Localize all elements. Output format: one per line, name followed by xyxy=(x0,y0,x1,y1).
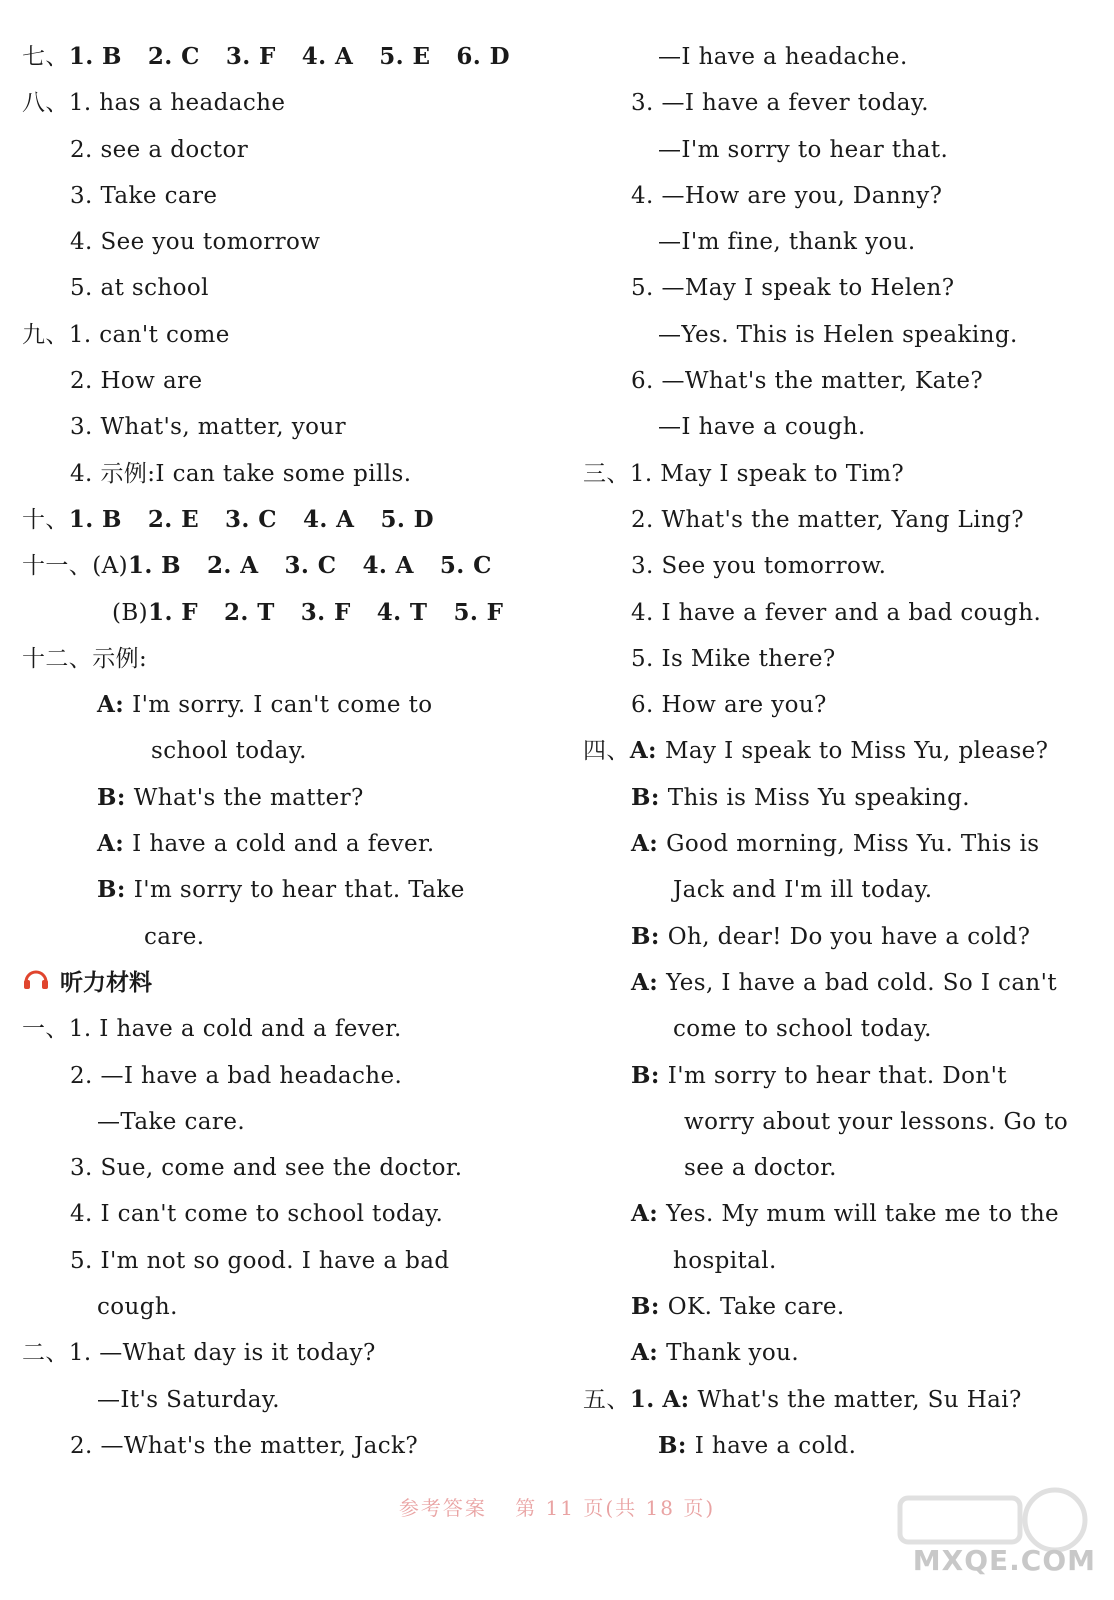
dialogue-line xyxy=(583,960,1083,1006)
l3-line: 6. How are you? xyxy=(631,692,827,719)
speaker-label: B: xyxy=(658,1431,687,1459)
speaker-label: A: xyxy=(631,830,659,858)
dialogue-line xyxy=(583,1145,1083,1191)
q10-row xyxy=(22,497,542,543)
speaker-label: A: xyxy=(631,1200,659,1228)
l2-label: 二、 xyxy=(22,1340,69,1367)
l5-number: 1. xyxy=(629,1385,655,1413)
dialogue-text: Oh, dear! Do you have a cold? xyxy=(667,923,1031,950)
dialogue-line xyxy=(583,1238,1083,1284)
q11-item: 2. T xyxy=(224,598,275,626)
q7-item: 4. A xyxy=(301,43,354,70)
dialogue-line xyxy=(583,1423,1083,1469)
q7-item: 5. E xyxy=(379,43,431,70)
q7-item: 1. B xyxy=(68,43,122,70)
dialogue-text: This is Miss Yu speaking. xyxy=(667,784,970,811)
l1-label: 一、 xyxy=(22,1016,69,1043)
dialogue-text: May I speak to Miss Yu, please? xyxy=(664,738,1049,765)
dialogue-text: What's the matter, Su Hai? xyxy=(697,1386,1022,1413)
headphones-icon xyxy=(22,960,50,1006)
dialogue-text: Thank you. xyxy=(666,1340,800,1367)
q9-item: 2. How are xyxy=(70,368,203,395)
l2-line: —I have a cough. xyxy=(658,414,866,441)
q8-item: 3. Take care xyxy=(70,182,218,209)
dialogue-line xyxy=(583,1006,1083,1052)
l3-line: 4. I have a fever and a bad cough. xyxy=(631,599,1042,626)
q11-item: 4. A xyxy=(362,552,414,580)
dialogue-line xyxy=(583,1053,1083,1099)
q7-item: 3. F xyxy=(225,43,276,70)
q8-item: 1. has a headache xyxy=(68,90,286,117)
q7-item: 6. D xyxy=(456,43,510,70)
l3-line: 3. See you tomorrow. xyxy=(631,553,887,580)
dialogue-text: I'm sorry. I can't come to xyxy=(132,692,433,719)
dialogue-text: Yes. My mum will take me to the xyxy=(666,1201,1060,1228)
dialogue-line xyxy=(22,775,542,821)
q8-item: 5. at school xyxy=(70,275,209,302)
left-column xyxy=(22,34,542,1469)
right-column xyxy=(583,34,1083,1469)
q10-item: 1. B xyxy=(68,505,122,533)
l3-line: 2. What's the matter, Yang Ling? xyxy=(631,506,1025,533)
q11-item: 1. B xyxy=(127,552,182,580)
l3-line: 1. May I speak to Tim? xyxy=(629,460,905,487)
dialogue-text: Good morning, Miss Yu. This is xyxy=(666,831,1040,858)
q11-part-b-label: (B) xyxy=(112,599,149,626)
speaker-label: B: xyxy=(631,1061,660,1089)
l4-label: 四、 xyxy=(583,738,630,765)
l1-line: 2. —I have a bad headache. xyxy=(70,1062,403,1089)
q8-row xyxy=(22,80,542,126)
q7-label: 七、 xyxy=(22,44,69,70)
l4-row xyxy=(583,728,1083,774)
dialogue-line xyxy=(583,775,1083,821)
dialogue-text: I'm sorry to hear that. Don't xyxy=(667,1062,1007,1089)
speaker-label: A: xyxy=(631,968,659,996)
l2-row xyxy=(22,1330,542,1376)
speaker-label: B: xyxy=(631,783,660,811)
speaker-label: B: xyxy=(97,876,126,904)
l2-line: 4. —How are you, Danny? xyxy=(631,182,943,209)
l2-line: 5. —May I speak to Helen? xyxy=(631,275,955,302)
l1-line: 1. I have a cold and a fever. xyxy=(68,1016,402,1043)
l2-line: —I have a headache. xyxy=(658,44,908,70)
dialogue-text: worry about your lessons. Go to xyxy=(684,1108,1069,1135)
l2-line: 3. —I have a fever today. xyxy=(631,90,929,117)
dialogue-line xyxy=(22,914,542,960)
q11-item: 5. C xyxy=(439,552,492,580)
l2-line: 2. —What's the matter, Jack? xyxy=(70,1432,419,1459)
q7-item: 2. C xyxy=(147,43,200,70)
page-number: 第 11 页(共 18 页) xyxy=(515,1496,716,1520)
speaker-label: B: xyxy=(631,1293,660,1321)
l2-line: —I'm sorry to hear that. xyxy=(658,136,949,163)
l1-line: —Take care. xyxy=(97,1108,246,1135)
speaker-label: A: xyxy=(97,830,125,858)
l1-line: 3. Sue, come and see the doctor. xyxy=(70,1155,463,1182)
watermark-text: MXQE.COM xyxy=(912,1544,1096,1577)
l1-line: 5. I'm not so good. I have a bad xyxy=(70,1247,450,1274)
dialogue-text: What's the matter? xyxy=(133,784,364,811)
q11-item: 1. F xyxy=(148,598,199,626)
l3-label: 三、 xyxy=(583,460,630,487)
q7-row xyxy=(22,34,542,80)
dialogue-line xyxy=(583,1191,1083,1237)
dialogue-text: I have a cold and a fever. xyxy=(132,831,435,858)
q10-item: 5. D xyxy=(380,505,435,533)
q11-row-a xyxy=(22,543,542,589)
dialogue-text: come to school today. xyxy=(673,1016,932,1043)
dialogue-line xyxy=(583,867,1083,913)
l2-line: 6. —What's the matter, Kate? xyxy=(631,368,984,395)
dialogue-line xyxy=(583,1284,1083,1330)
q9-item: 3. What's, matter, your xyxy=(70,414,346,441)
l1-line: cough. xyxy=(97,1294,178,1321)
dialogue-line xyxy=(22,821,542,867)
listening-title: 听力材料 xyxy=(60,969,152,996)
q8-item: 2. see a doctor xyxy=(70,136,249,163)
l3-line: 5. Is Mike there? xyxy=(631,645,836,672)
speaker-label: B: xyxy=(631,922,660,950)
q9-row xyxy=(22,312,542,358)
q11-item: 4. T xyxy=(376,598,428,626)
dialogue-text: I have a cold. xyxy=(694,1432,857,1459)
l5-label: 五、 xyxy=(583,1386,630,1413)
l2-line: —I'm fine, thank you. xyxy=(658,229,916,256)
speaker-label: A: xyxy=(629,737,657,765)
dialogue-line xyxy=(22,682,542,728)
q8-label: 八、 xyxy=(22,90,69,117)
speaker-label: A: xyxy=(631,1339,659,1367)
dialogue-text: OK. Take care. xyxy=(667,1294,845,1321)
dialogue-text: school today. xyxy=(151,738,307,765)
q11-item: 5. F xyxy=(453,598,504,626)
q11-row-b xyxy=(22,590,542,636)
dialogue-line xyxy=(583,821,1083,867)
dialogue-text: hospital. xyxy=(673,1247,777,1274)
q11-item: 2. A xyxy=(207,552,259,580)
q11-label: 十一、 xyxy=(22,553,93,580)
listening-section-title xyxy=(22,960,542,1006)
speaker-label: B: xyxy=(97,783,126,811)
dialogue-line xyxy=(583,1099,1083,1145)
q9-item: 4. 示例:I can take some pills. xyxy=(70,460,412,487)
q10-item: 3. C xyxy=(225,505,277,533)
l2-line: —It's Saturday. xyxy=(97,1386,280,1413)
l5-row xyxy=(583,1377,1083,1423)
dialogue-text: Jack and I'm ill today. xyxy=(673,877,933,904)
q10-item: 4. A xyxy=(302,505,355,533)
dialogue-text: see a doctor. xyxy=(684,1155,837,1182)
q10-item: 2. E xyxy=(147,505,200,533)
q9-item: 1. can't come xyxy=(68,321,230,348)
dialogue-text: Yes, I have a bad cold. So I can't xyxy=(666,969,1058,996)
q11-item: 3. C xyxy=(284,552,337,580)
l2-line: —Yes. This is Helen speaking. xyxy=(658,321,1018,348)
l1-line: 4. I can't come to school today. xyxy=(70,1201,444,1228)
speaker-label: A: xyxy=(662,1385,690,1413)
q9-label: 九、 xyxy=(22,321,69,348)
q12-label: 十二、示例: xyxy=(22,645,148,672)
dialogue-text: I'm sorry to hear that. Take xyxy=(133,877,465,904)
l1-row xyxy=(22,1006,542,1052)
dialogue-text: care. xyxy=(144,923,205,950)
speaker-label: A: xyxy=(97,691,125,719)
dialogue-line xyxy=(22,867,542,913)
l3-row xyxy=(583,451,1083,497)
q8-item: 4. See you tomorrow xyxy=(70,229,321,256)
q10-label: 十、 xyxy=(22,506,69,533)
q11-item: 3. F xyxy=(300,598,351,626)
dialogue-line xyxy=(583,914,1083,960)
footer-label: 参考答案 xyxy=(398,1496,487,1520)
dialogue-line xyxy=(22,728,542,774)
q11-part-a-label: (A) xyxy=(92,553,128,580)
dialogue-line xyxy=(583,1330,1083,1376)
l2-line: 1. —What day is it today? xyxy=(68,1340,376,1367)
